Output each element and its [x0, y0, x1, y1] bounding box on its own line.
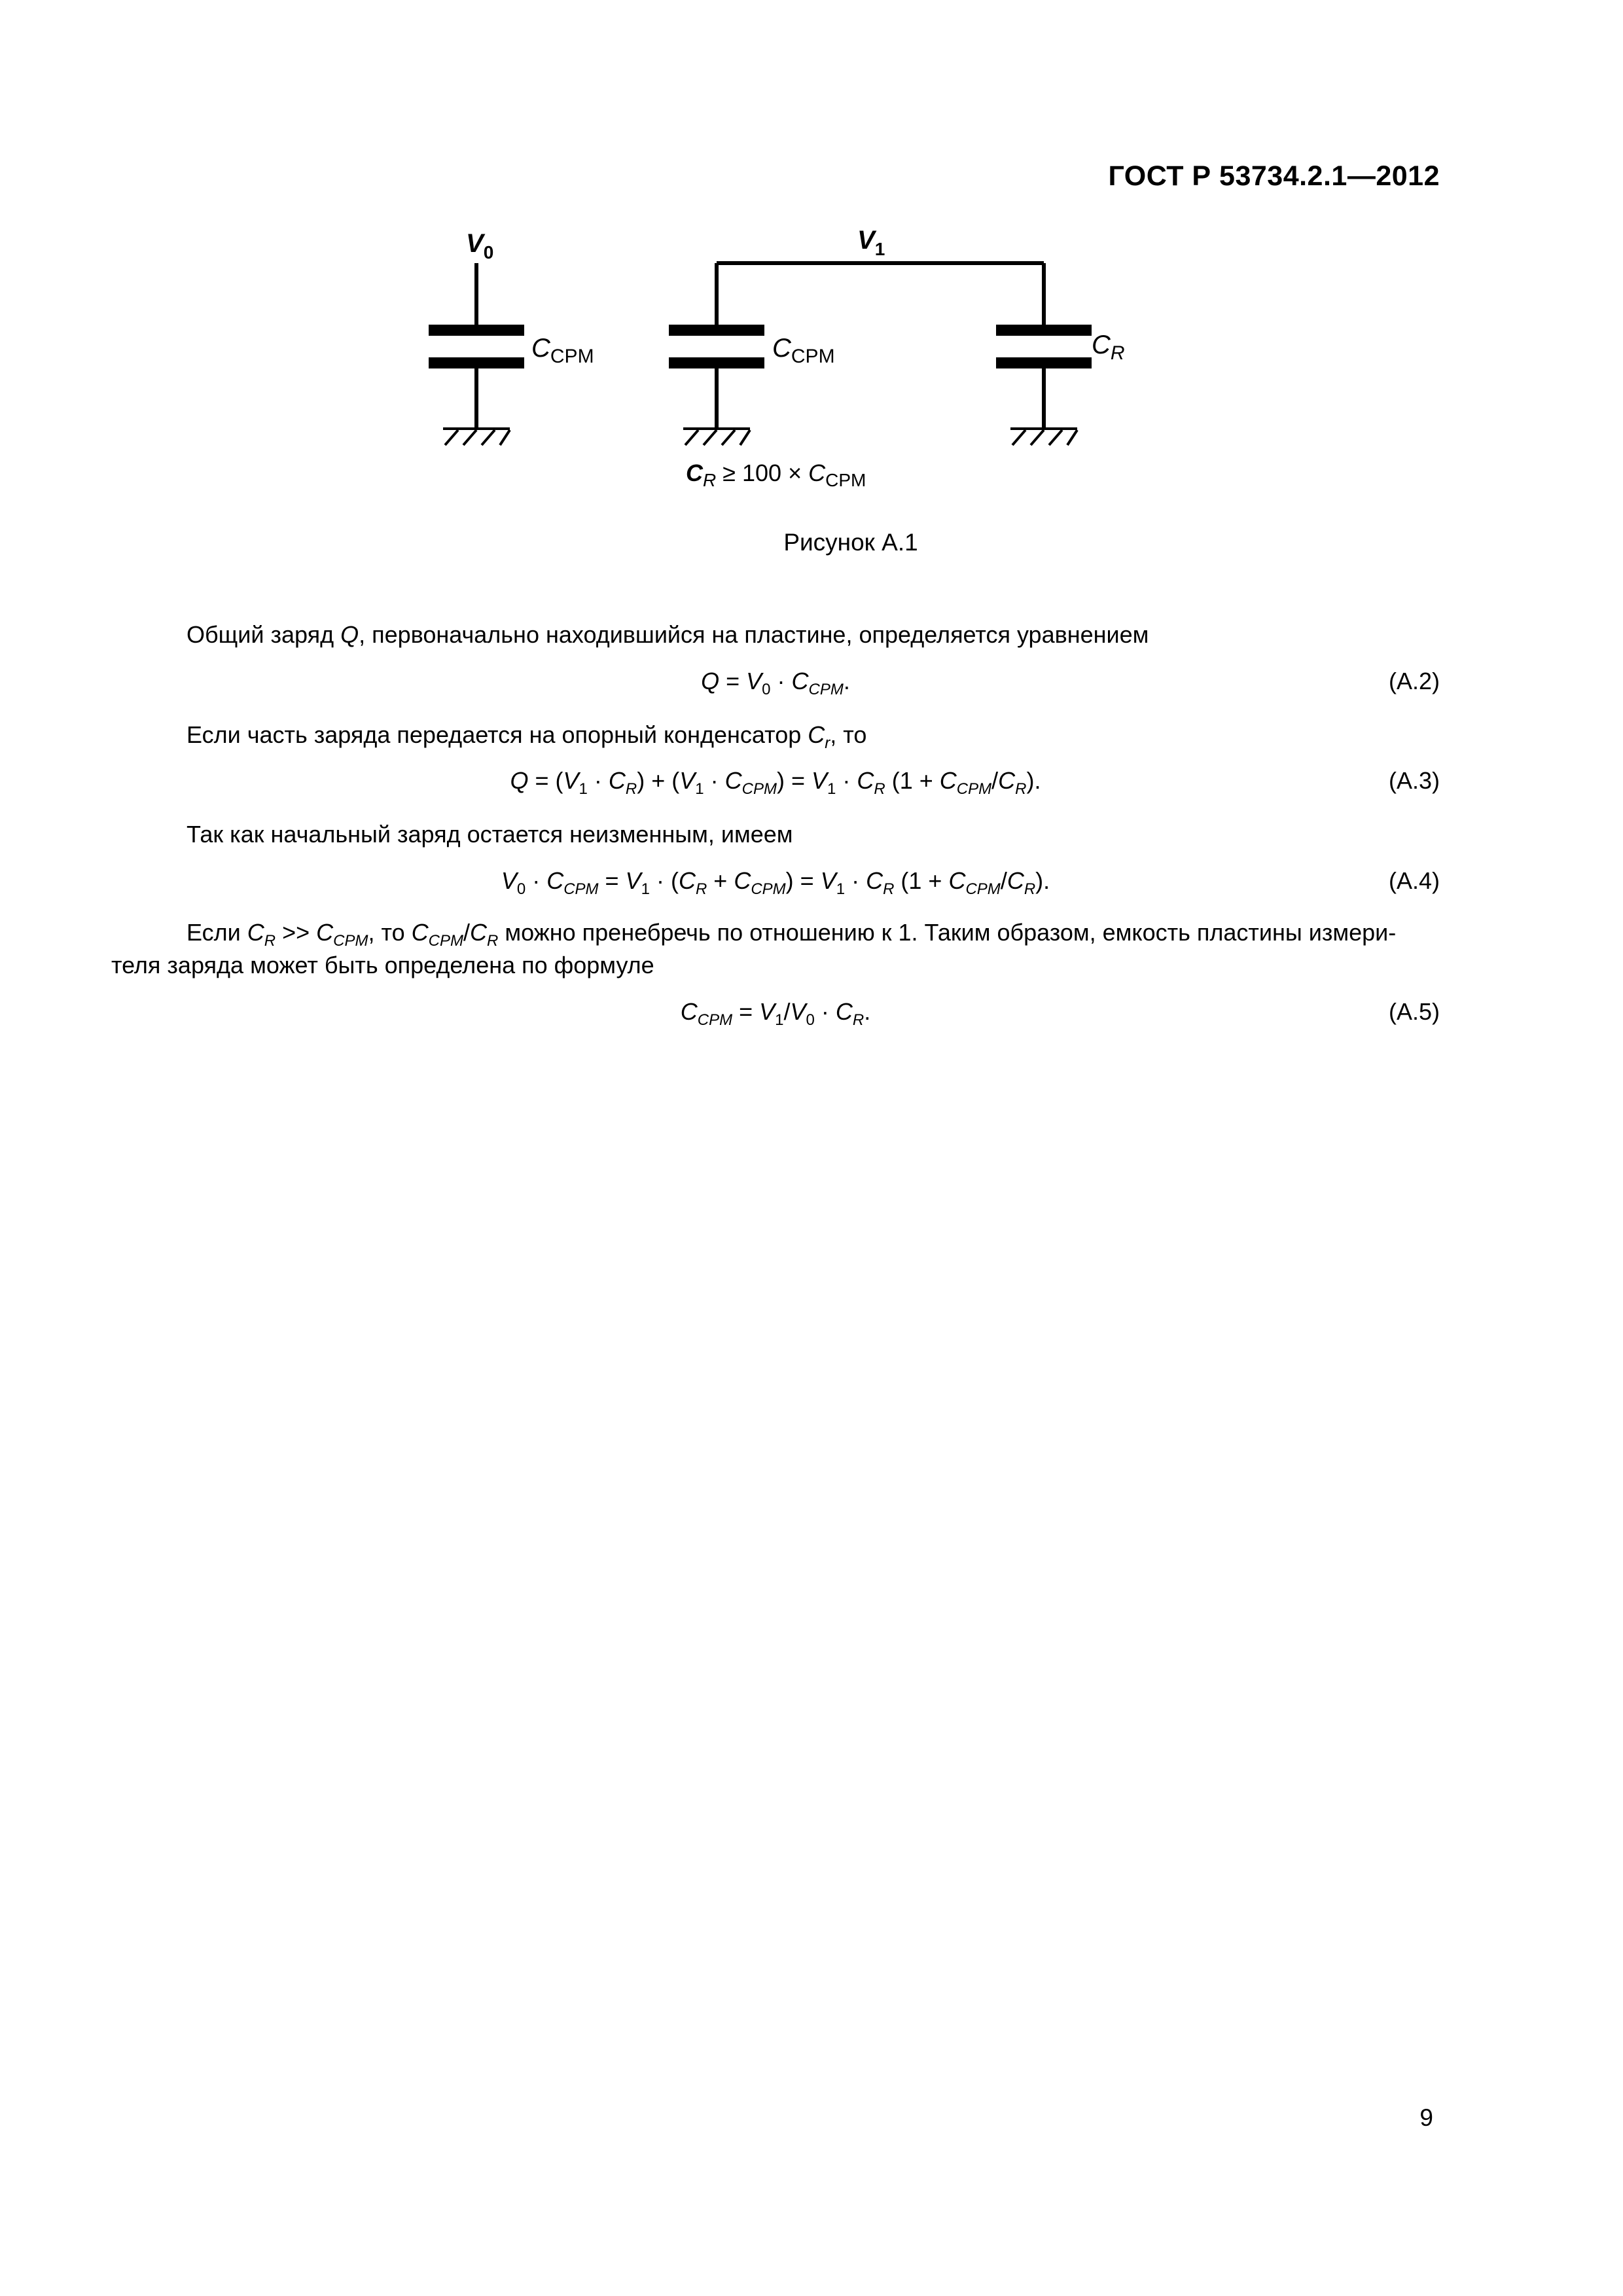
cond-c: C [686, 459, 703, 486]
paragraph-charge-transfer: Если часть заряда передается на опорный конденсатор $C_r$, то [187, 721, 867, 752]
ground-symbol [1010, 429, 1077, 445]
label-v1 [857, 226, 885, 259]
cond-ge: ≥ 100 × [716, 459, 809, 486]
label-cr [1092, 331, 1125, 364]
paragraph-approximation: Если $C_R >> C_{CPM}$, то $C_{CPM}/C_R$ можно пренебречь по отношению к 1. Таким образом, емкость пластины измери- [187, 919, 1397, 950]
label-v0 [466, 229, 493, 262]
capacitor-plate [996, 357, 1092, 368]
equation-a5 [111, 998, 1440, 1031]
cond-c2: C [808, 459, 826, 486]
equation-number: (А.5) [1388, 998, 1440, 1025]
condition-cr-ge-100ccpm [686, 459, 866, 490]
label-v1-sub: 1 [874, 239, 885, 259]
capacitor-plate [996, 325, 1092, 336]
circuit-diagram [0, 0, 1623, 511]
label-v0-sub: 0 [483, 242, 494, 262]
formula-a5: $C_{CPM} = V_1/V_0 \cdot C_R$. [680, 998, 871, 1029]
label-r: R [1110, 342, 1125, 364]
equation-number: (А.2) [1388, 668, 1440, 694]
formula-a3: $Q = (V_1 \cdot C_R) + (V_1 \cdot C_{CPM}) = V_1 \cdot C_R$ $(1 + C_{CPM}/C_R)$. [510, 767, 1041, 798]
equation-a3 [111, 767, 1440, 800]
page-number: 9 [1419, 2104, 1433, 2131]
equation-number: (А.4) [1388, 867, 1440, 894]
capacitor-plate [669, 357, 764, 368]
cond-r: R [703, 470, 717, 490]
capacitor-plate [669, 325, 764, 336]
label-ccpm-middle [772, 334, 835, 367]
equation-a4 [111, 867, 1440, 900]
paragraph-total-charge [187, 619, 1436, 651]
capacitor-plate [429, 325, 524, 336]
formula-a4: $V_0 \cdot C_{CPM} = V_1 \cdot (C_R + C_{CPM}) = V_1 \cdot C_R$ $(1 + C_{CPM}/C_R)$. [501, 867, 1050, 898]
label-c: C [1092, 331, 1111, 359]
equation-number: (А.3) [1388, 767, 1440, 794]
label-cpm: CPM [791, 346, 835, 367]
paragraph-approximation-line2: теля заряда может быть определена по формуле [111, 952, 654, 978]
p1-q: Q [340, 621, 359, 648]
label-v0-main: V [466, 229, 484, 258]
p1-before: Общий заряд [187, 621, 341, 648]
p1-after: , первоначально находившийся на пластине, определяется уравнением [359, 621, 1149, 648]
ground-symbol [443, 429, 510, 445]
ground-symbol [683, 429, 750, 445]
label-c: C [531, 334, 550, 363]
standard-designation: ГОСТ Р 53734.2.1—2012 [1108, 160, 1440, 192]
paragraph-charge-constant: Так как начальный заряд остается неизменным, имеем [187, 821, 793, 848]
label-ccpm-left [531, 334, 594, 367]
capacitor-plate [429, 357, 524, 368]
figure-caption: Рисунок А.1 [783, 529, 918, 556]
cond-cpm: CPM [825, 470, 866, 490]
label-cpm: CPM [550, 346, 594, 367]
label-v1-main: V [857, 226, 875, 255]
equation-a2 [111, 668, 1440, 700]
label-c: C [772, 334, 791, 363]
formula-a2: $Q = V_0 \cdot C_{CPM}$. [701, 668, 850, 698]
